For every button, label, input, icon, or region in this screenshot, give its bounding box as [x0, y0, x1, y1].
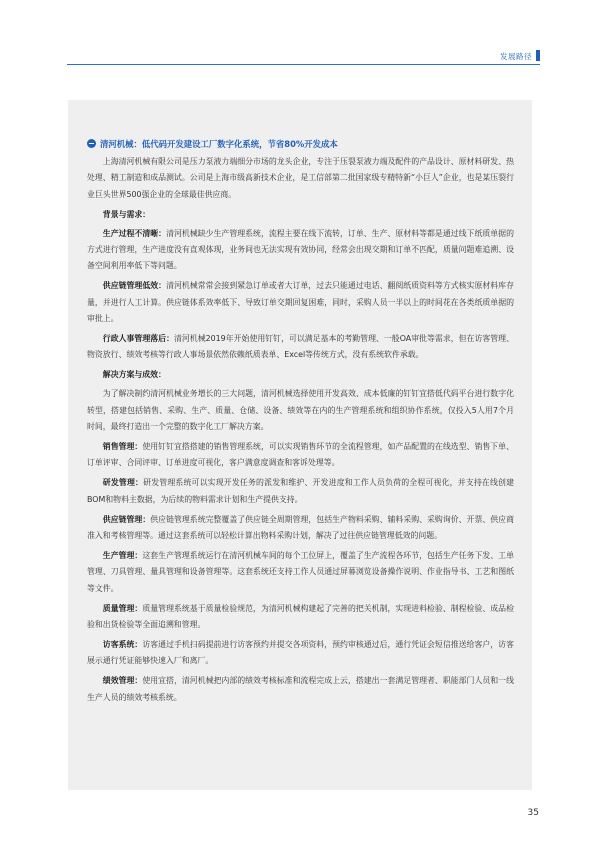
- solution-label: 供应链管理：: [102, 514, 151, 524]
- solution-text: 这套生产管理系统运行在清河机械车间的每个工位屏上，覆盖了生产流程各环节，包括生产任务下发、工单管理、刀具管理、量具管理和设备管理等。这套系统还支持工作人员通过屏幕浏览设备操作说明、作业指导书、工艺和图纸等文件。: [87, 550, 514, 593]
- case-body: [87, 154, 514, 710]
- circle-badge-icon: [87, 139, 96, 148]
- solution-text: 访客通过手机扫码提前进行访客预约并提交各项资料，预约审核通过后，通行凭证会短信推送给客户，访客展示通行凭证能够快速入厂和离厂。: [87, 639, 514, 666]
- intro-paragraph: 上海清河机械有限公司是压力泵液力端细分市场的龙头企业，专注于压裂泵液力端及配件的产品设计、原材料研发、热处理、精工制造和成品测试。公司是上海市级高新技术企业，是工信部第二批国家级专精特新“小巨人”企业，也是某压裂行业巨头世界500强企业的全球最佳供应商。: [87, 157, 514, 199]
- solution-label: 质量管理：: [102, 603, 143, 613]
- solution-paragraph: [87, 673, 514, 706]
- problem-paragraph: [87, 278, 514, 327]
- problem-text: 清河机械缺少生产管理系统，流程主要在线下流转，订单、生产、原材料等都是通过线下纸质单据的方式进行管理，生产进度没有直观体现，业务间也无法实现有效协同，经常会出现交期和订单不匹配，质量问题难追溯、设备空间利用率低下等问题。: [87, 228, 514, 271]
- solution-heading: 解决方案与成效：: [102, 370, 166, 380]
- case-title: [87, 138, 338, 150]
- problem-paragraph: [87, 226, 514, 275]
- solution-text: 使用宜搭，清河机械把内部的绩效考核标准和流程完成上云，搭建出一套满足管理者、职能部门人员和一线生产人员的绩效考核系统。: [87, 676, 514, 702]
- problem-text: 清河机械2019年开始使用钉钉，可以满足基本的考勤管理、一般OA审批等需求，但在访客管理、物资放行、绩效考核等行政人事场景依然依赖纸质表单、Excel等传统方式，没有系统软件承载。: [87, 334, 514, 360]
- problem-text: 清河机械常常会接到紧急订单或者大订单，过去只能通过电话、翻阅纸质资料等方式核实原材料库存量，并进行人工计算。供应链体系效率低下、导致订单交期回复困难，同时，采购人员一半以上的时间花在各类纸质单据的审批上。: [87, 281, 514, 324]
- solution-text: 供应链管理系统完整覆盖了供应链全周期管理，包括生产物料采购、辅料采购、采购询价、开票、供应商准入和考核管理等。通过这套系统可以轻松计算出物料采购计划，解决了过往供应链管理低效的问题。: [87, 514, 514, 541]
- page-number: 35: [527, 808, 539, 818]
- problem-paragraph: [87, 331, 514, 364]
- section-marker: [536, 50, 540, 61]
- problem-label: 生产过程不清晰：: [102, 228, 167, 238]
- solution-text: 质量管理系统基于质量检验规范，为清河机械构建起了完善的把关机制，实现进料检验、制程检验、成品检验和出货检验等全面追溯和管理。: [87, 603, 514, 630]
- solution-label: 访客系统：: [102, 639, 143, 649]
- solution-paragraph: [87, 475, 514, 508]
- solution-paragraph: [87, 439, 514, 472]
- solution-label: 生产管理：: [102, 550, 143, 560]
- solution-label: 绩效管理：: [102, 676, 143, 686]
- solution-label: 研发管理：: [102, 478, 144, 488]
- solution-paragraph: [87, 512, 514, 545]
- solution-label: 销售管理：: [102, 442, 143, 451]
- solution-paragraph: [87, 548, 514, 597]
- case-title-text: 清河机械：低代码开发建设工厂数字化系统，节省80%开发成本: [100, 139, 338, 149]
- section-title: 发展路径: [500, 52, 532, 61]
- solution-text: 使用钉钉宜搭搭建的销售管理系统，可以实现销售环节的全流程管理，如产品配置的在线选型、销售下单、订单评审、合同评审、订单进度可视化，客户满意度调查和客诉处理等。: [87, 442, 514, 468]
- solution-paragraph: [87, 637, 514, 670]
- problem-label: 供应链管理低效：: [102, 281, 167, 291]
- problem-label: 行政人事管理落后：: [102, 334, 174, 344]
- header-divider: [67, 64, 540, 65]
- solution-intro: 为了解决制约清河机械业务增长的三大问题，清河机械选择使用开发高效、成本低廉的钉钉宜搭低代码平台进行数字化转型，搭建包括销售、采购、生产、质量、仓储、设备、绩效等在内的生产管理系统和组织协作系统，仅投入5人用7个月时间，最终打造出一个完整的数字化工厂解决方案。: [87, 389, 514, 432]
- solution-paragraph: [87, 601, 514, 634]
- solution-text: 研发管理系统可以实现开发任务的派发和维护、开发进度和工作人员负荷的全程可视化，并支持在线创建BOM和物料主数据，为后续的物料需求计划和生产提供支持。: [87, 478, 514, 504]
- background-heading: 背景与需求：: [102, 209, 151, 219]
